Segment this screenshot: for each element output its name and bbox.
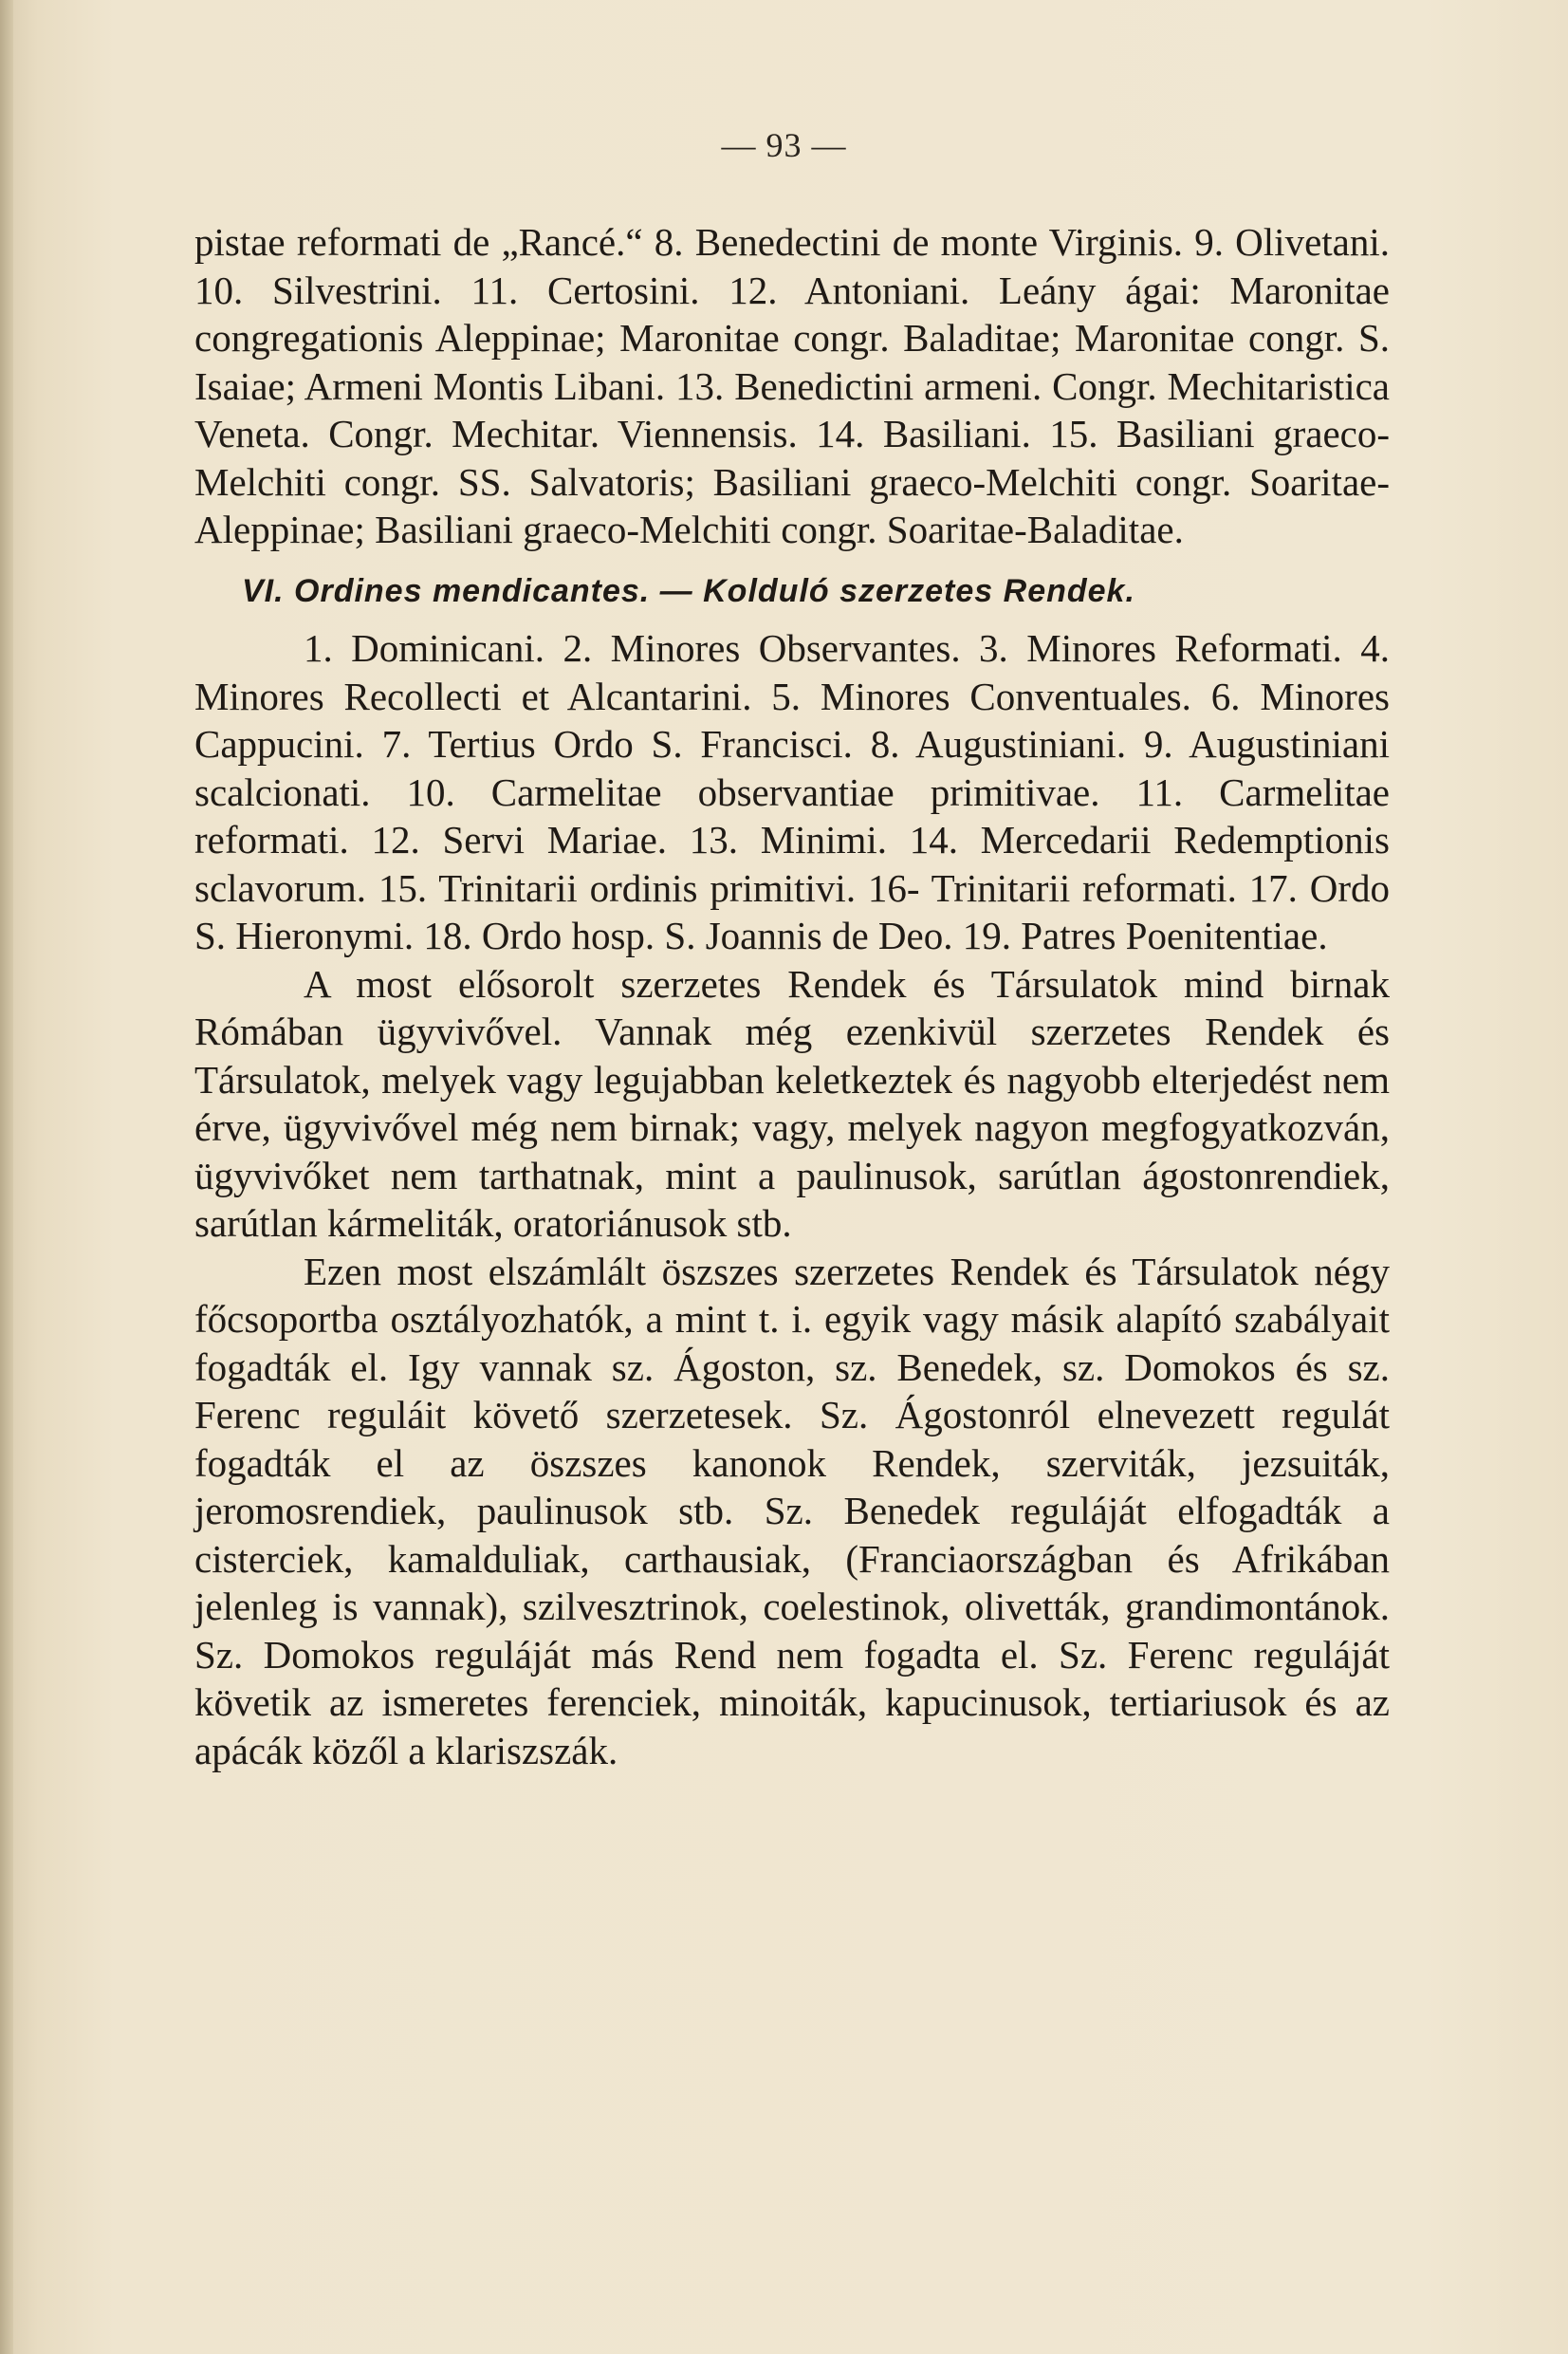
paragraph-mendicant-list: 1. Dominicani. 2. Minores Observantes. 3. Minores Reformati. 4. Minores Recollecti et Alcantarini. 5. Minores Conventuales. 6. Minores Cappucini. 7. Tertius Ordo S. Francisci. 8. Augustiniani. 9. Augustiniani scalcionati. 10. Carmelitae observantiae primitivae. 11. Carmelitae reformati. 12. Servi Mariae. 13. Minimi. 14. Mercedarii Redemptionis sclavorum. 15. Trinitarii ordinis primitivi. 16- Trinitarii reformati. 17. Ordo S. Hieronymi. 18. Ordo hosp. S. Joannis de Deo. 19. Patres Poenitentiae. — [194, 626, 1390, 957]
paragraph-rule-groups: Ezen most elszámlált öszszes szerzetes Rendek és Társulatok négy főcsoportba osztályozhatók, a mint t. i. egyik vagy másik alapító szabályait fogadták el. Igy vannak sz. Ágoston, sz. Benedek, sz. Domokos és sz. Ferenc reguláit követő szerzetesek. Sz. Ágostonról elnevezett regulát fogadták el az öszszes kanonok Rendek, szerviták, jezsuiták, jeromosrendiek, paulinusok stb. Sz. Benedek reguláját elfogadták a cisterciek, kamalduliak, carthausiak, (Franciaországban és Afrikában jelenleg is vannak), szilvesztrinok, coelestinok, olivetták, grandimontánok. Sz. Domokos reguláját más Rend nem fogadta el. Sz. Ferenc reguláját követik az ismeretes ferenciek, minoiták, kapucinusok, tertiariusok és az apácák közől a klariszszák. — [194, 1249, 1390, 1772]
section-heading: VI. Ordines mendicantes. — Kolduló szerzetes Rendek. — [242, 572, 1135, 609]
paragraph-representation: A most elősorolt szerzetes Rendek és Társulatok mind birnak Rómában ügyvivővel. Vannak még ezenkivül szerzetes Rendek és Társulatok, melyek vagy legujabban keletkeztek és nagyobb elterjedést nem érve, ügyvivővel még nem birnak; vagy, melyek nagyon megfogyatkozván, ügyvivőket nem tarthatnak, mint a paulinusok, sarútlan ágostonrendiek, sarútlan kármeliták, oratoriánusok stb. — [194, 961, 1390, 1245]
page-number: — 93 — — [721, 126, 847, 164]
paragraph-orders-list: pistae reformati de „Rancé.“ 8. Benedectini de monte Virginis. 9. Olivetani. 10. Silvestrini. 11. Certosini. 12. Antoniani. Leány ágai: Maronitae congregationis Aleppinae; Maronitae congr. Baladitae; Maronitae congr. S. Isaiae; Armeni Montis Libani. 13. Benedictini armeni. Congr. Mechitaristica Veneta. Congr. Mechitar. Viennensis. 14. Basiliani. 15. Basiliani graeco-Melchiti congr. SS. Salvatoris; Basiliani graeco-Melchiti congr. Soaritae-Aleppinae; Basiliani graeco-Melchiti congr. Soaritae-Baladitae. — [194, 220, 1390, 551]
page-body — [194, 218, 1390, 1774]
page-binding-edge — [0, 0, 13, 2354]
